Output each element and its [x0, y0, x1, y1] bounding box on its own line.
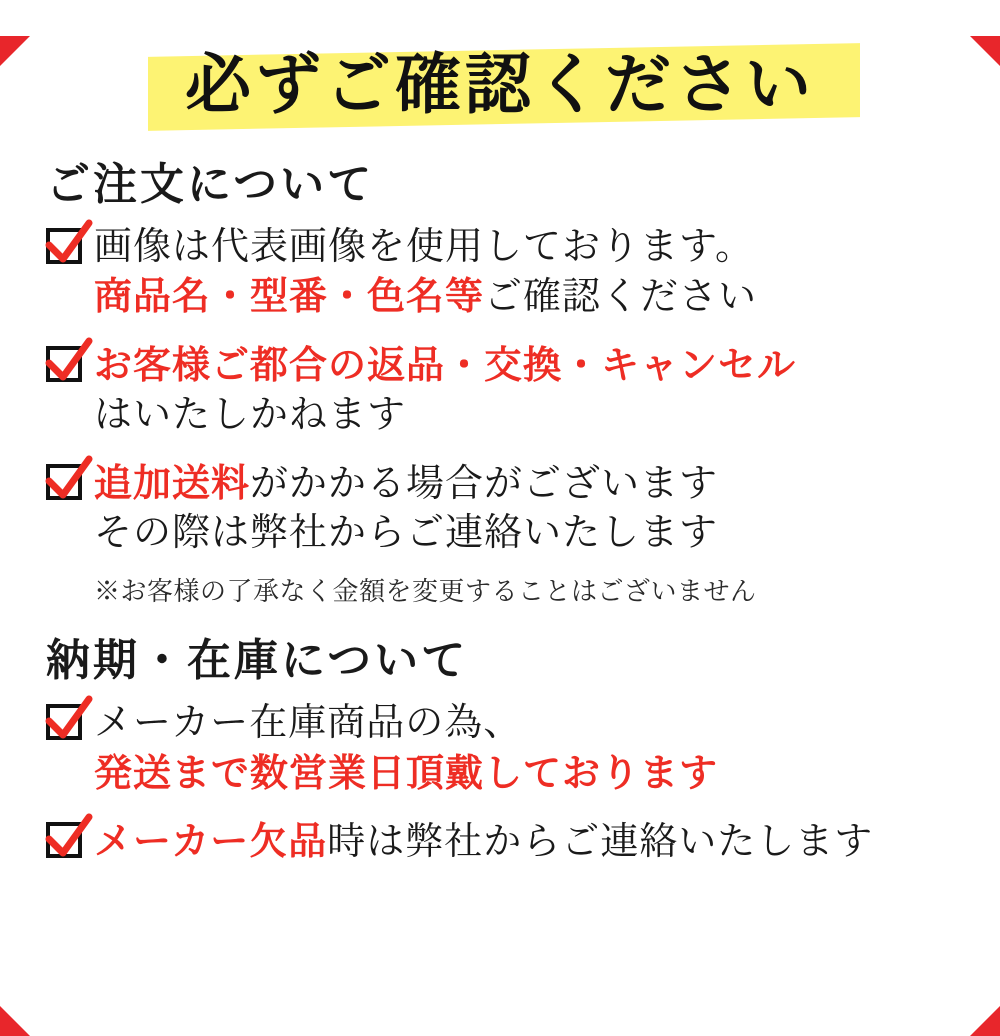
notice-section: [46, 148, 954, 608]
checkmark-icon: [43, 813, 93, 863]
checklist-item-body: [94, 816, 954, 866]
checkmark-icon: [43, 695, 93, 745]
corner-accent-top-right: [970, 36, 1000, 66]
corner-accent-bottom-left: [0, 1006, 30, 1036]
section-heading: ご注文について: [46, 159, 375, 210]
body-text: 画像は代表画像を使用しております。: [94, 224, 754, 268]
body-text: その際は弊社からご連絡いたします: [94, 509, 719, 554]
checklist-item-body: [94, 698, 954, 798]
body-text: ご確認ください: [484, 274, 758, 319]
checklist-item-body: [94, 222, 954, 322]
section-heading: 納期・在庫について: [46, 635, 469, 687]
emphasis-text: メーカー欠品: [94, 818, 328, 864]
checklist-item-line: [94, 458, 954, 508]
checkbox-checked: [46, 346, 82, 382]
checkbox-checked: [46, 228, 82, 264]
checklist-item-line: [94, 340, 954, 390]
checklist-item: [46, 458, 954, 558]
emphasis-text: お客様ご都合の返品・交換・キャンセル: [94, 341, 797, 387]
checklist-item-line: [94, 390, 954, 439]
notice-sections: [0, 148, 1000, 867]
body-text: メーカー在庫商品の為、: [94, 700, 523, 745]
checklist-item-note: ※お客様の了承なく金額を変更することはございません: [94, 577, 757, 608]
checklist-item-body: [94, 458, 954, 558]
checklist-item-line: [94, 271, 954, 321]
checklist-item: [46, 816, 954, 866]
checkmark-icon: [43, 219, 93, 269]
checkmark-icon: [43, 337, 93, 387]
corner-accent-top-left: [0, 36, 30, 66]
checkbox-checked: [46, 704, 82, 740]
checklist-item: [46, 340, 954, 440]
checklist-item-line: [94, 508, 954, 557]
checklist-item-line: [94, 698, 954, 747]
emphasis-text: 商品名・型番・色名等: [94, 273, 485, 319]
checklist-item-line: [94, 748, 954, 798]
checkbox-checked: [46, 464, 82, 500]
body-text: 時は弊社からご連絡いたします: [327, 819, 874, 864]
corner-accent-bottom-right: [970, 1006, 1000, 1036]
title-text: 必ずご確認ください: [185, 45, 815, 123]
checklist-item-line: [94, 222, 954, 271]
checklist-item: [46, 698, 954, 798]
checklist-item-line: [94, 816, 954, 866]
checklist-item: [46, 222, 954, 322]
emphasis-text: 発送まで数営業日頂戴しております: [94, 749, 719, 795]
checkmark-icon: [43, 455, 93, 505]
checkbox-checked: [46, 822, 82, 858]
emphasis-text: 追加送料: [94, 459, 251, 505]
checklist-item-body: [94, 340, 954, 440]
notice-section: [46, 624, 954, 866]
page-title: [0, 36, 1000, 132]
body-text: がかかる場合がございます: [250, 460, 719, 505]
body-text: はいたしかねます: [94, 392, 407, 437]
notice-page: [0, 36, 1000, 1036]
